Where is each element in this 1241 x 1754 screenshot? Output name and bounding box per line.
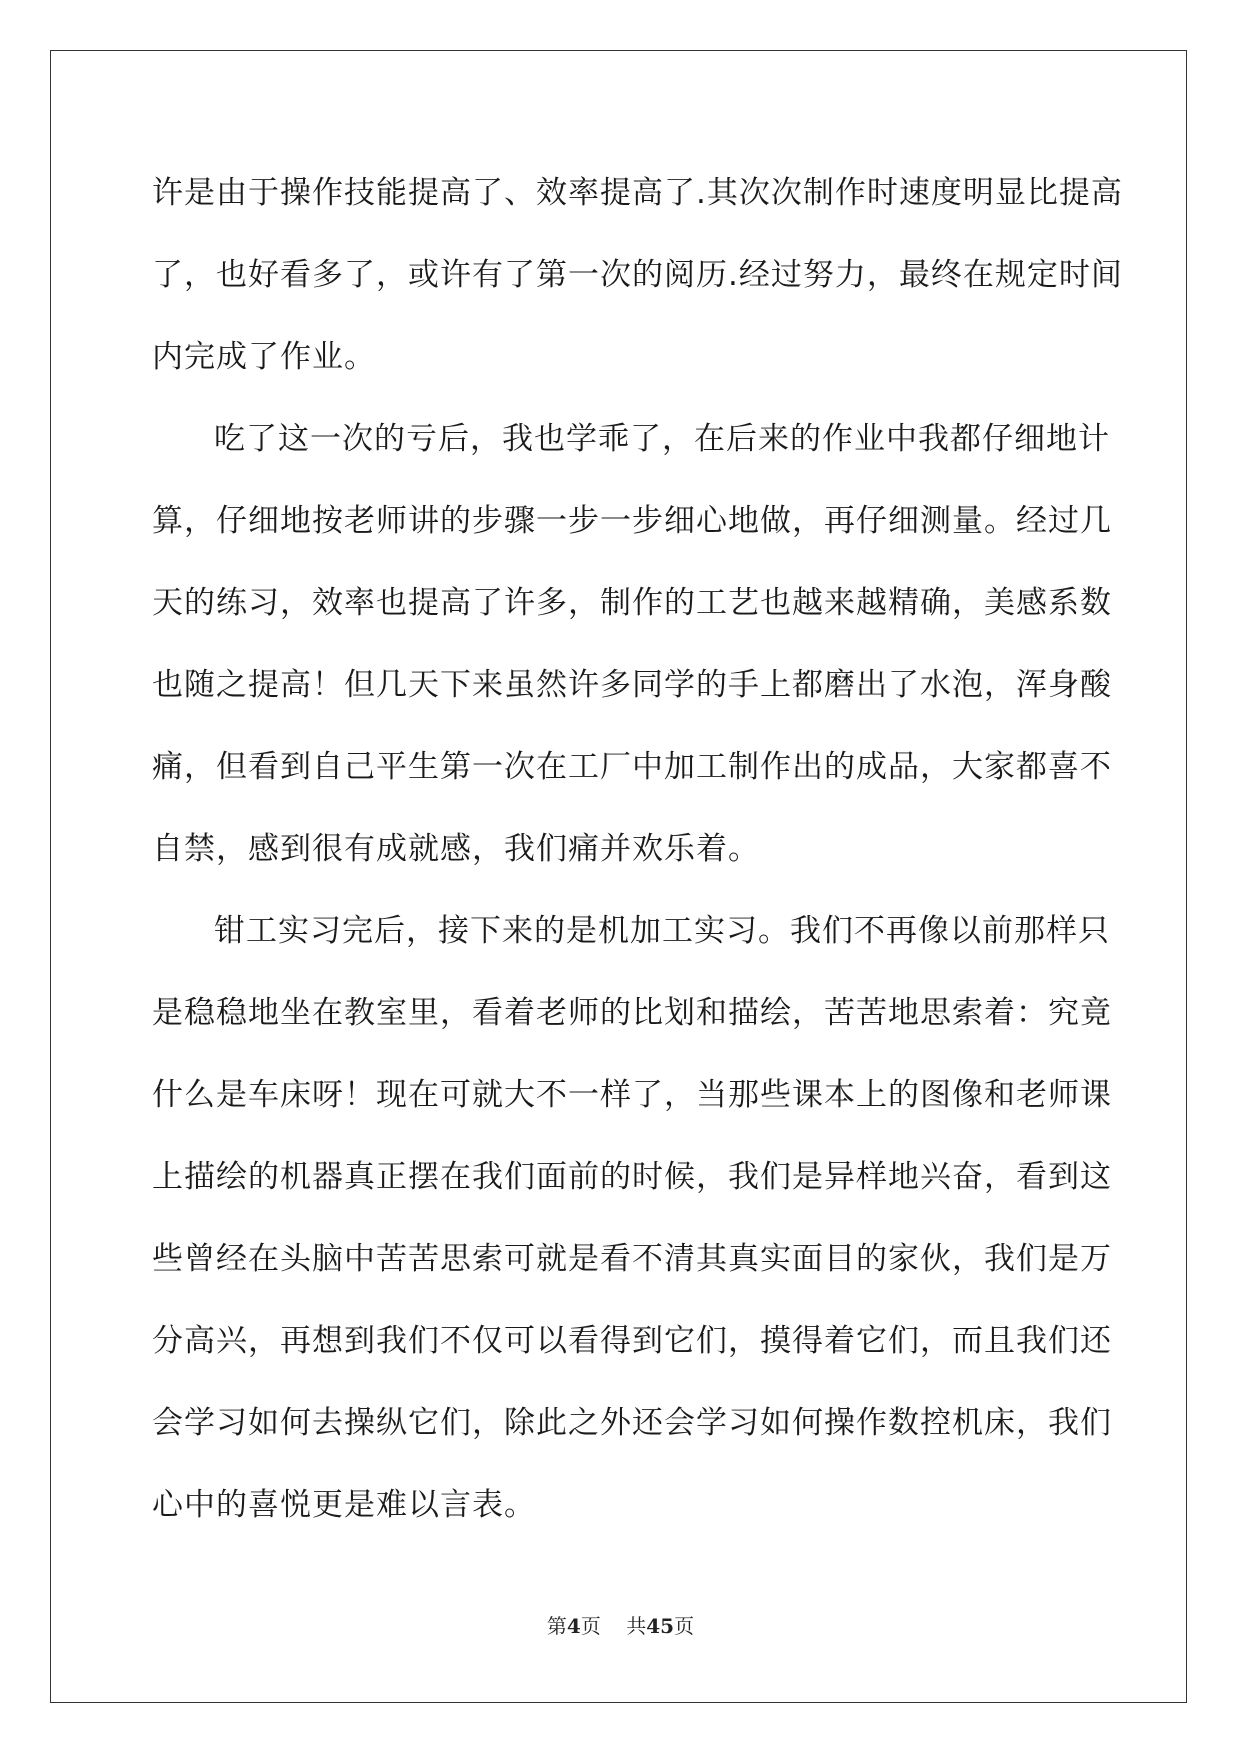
text-line: 吃了这一次的亏后，我也学乖了，在后来的作业中我都仔细地计 [214, 421, 1110, 457]
text-line: 些曾经在头脑中苦苦思索可就是看不清其真实面目的家伙，我们是万 [152, 1241, 1112, 1277]
total-suffix: 页 [674, 1614, 695, 1638]
text-line: 钳工实习完后，接下来的是机加工实习。我们不再像以前那样只 [214, 913, 1110, 949]
text-line: 分高兴，再想到我们不仅可以看得到它们，摸得着它们，而且我们还 [152, 1323, 1112, 1359]
text-line: 上描绘的机器真正摆在我们面前的时候，我们是异样地兴奋，看到这 [152, 1159, 1112, 1195]
text-line: 了，也好看多了，或许有了第一次的阅历.经过努力，最终在规定时间 [152, 257, 1123, 293]
paragraph-1 [152, 152, 1123, 398]
total-prefix: 共 [626, 1614, 647, 1638]
page-suffix: 页 [580, 1614, 601, 1638]
text-line: 会学习如何去操纵它们，除此之外还会学习如何操作数控机床，我们 [152, 1405, 1112, 1441]
page-footer [0, 1610, 1241, 1639]
text-line: 天的练习，效率也提高了许多，制作的工艺也越来越精确，美感系数 [152, 585, 1112, 621]
text-line: 什么是车床呀！现在可就大不一样了，当那些课本上的图像和老师课 [152, 1077, 1112, 1113]
text-line: 内完成了作业。 [152, 339, 376, 375]
text-line: 许是由于操作技能提高了、效率提高了.其次次制作时速度明显比提高 [152, 175, 1123, 211]
text-line: 自禁，感到很有成就感，我们痛并欢乐着。 [152, 831, 760, 867]
text-line: 是稳稳地坐在教室里，看着老师的比划和描绘，苦苦地思索着：究竟 [152, 995, 1112, 1031]
text-line: 痛，但看到自己平生第一次在工厂中加工制作出的成品，大家都喜不 [152, 749, 1112, 785]
text-line: 心中的喜悦更是难以言表。 [152, 1487, 536, 1523]
text-line: 算，仔细地按老师讲的步骤一步一步细心地做，再仔细测量。经过几 [152, 503, 1112, 539]
page-number: 4 [566, 1614, 581, 1638]
total-pages: 45 [646, 1614, 675, 1638]
paragraph-3 [152, 890, 1112, 1546]
paragraph-2 [152, 398, 1112, 890]
text-line: 也随之提高！但几天下来虽然许多同学的手上都磨出了水泡，浑身酸 [152, 667, 1112, 703]
document-body [152, 152, 1123, 1546]
page-prefix: 第 [546, 1614, 567, 1638]
